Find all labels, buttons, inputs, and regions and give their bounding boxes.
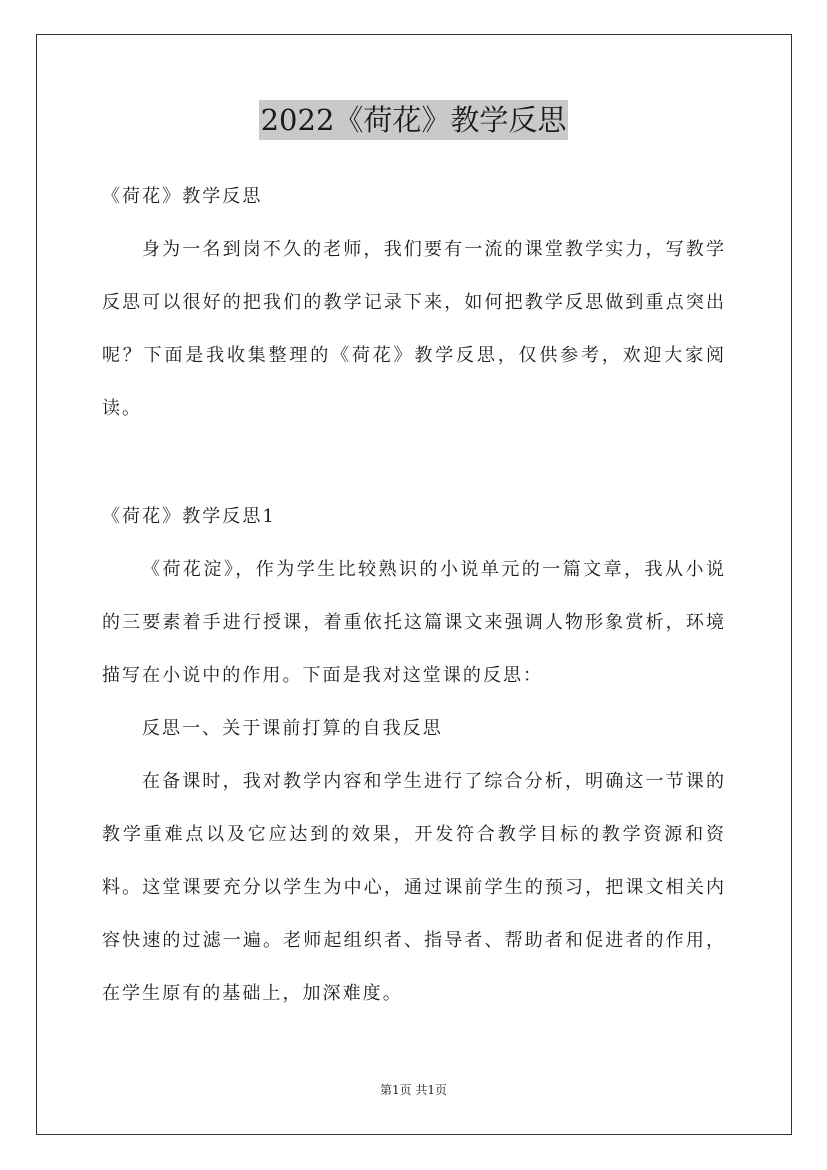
intro-paragraph: 身为一名到岗不久的老师，我们要有一流的课堂教学实力，写教学反思可以很好的把我们的教学记录下来，如何把教学反思做到重点突出呢？下面是我收集整理的《荷花》教学反思，仅供参考，欢迎大家阅读。 xyxy=(102,239,726,419)
document-body xyxy=(102,170,726,1020)
title-container xyxy=(0,100,827,140)
section-spacer xyxy=(102,435,726,490)
document-title: 2022《荷花》教学反思 xyxy=(259,100,569,140)
page-footer: 第1页 共1页 xyxy=(379,1083,448,1097)
section-heading: 《荷花》教学反思1 xyxy=(102,506,276,527)
reflection-heading: 反思一、关于课前打算的自我反思 xyxy=(142,718,443,739)
document-subtitle: 《荷花》教学反思 xyxy=(102,186,263,207)
body-paragraph: 《荷花淀》，作为学生比较熟识的小说单元的一篇文章，我从小说的三要素着手进行授课，着重依托这篇课文来强调人物形象赏析，环境描写在小说中的作用。下面是我对这堂课的反思： xyxy=(102,559,726,686)
body-paragraph: 在备课时，我对教学内容和学生进行了综合分析，明确这一节课的教学重难点以及它应达到的效果，开发符合教学目标的教学资源和资料。这堂课要充分以学生为中心，通过课前学生的预习，把课文相关内容快速的过滤一遍。老师起组织者、指导者、帮助者和促进者的作用，在学生原有的基础上，加深难度。 xyxy=(102,771,726,1004)
